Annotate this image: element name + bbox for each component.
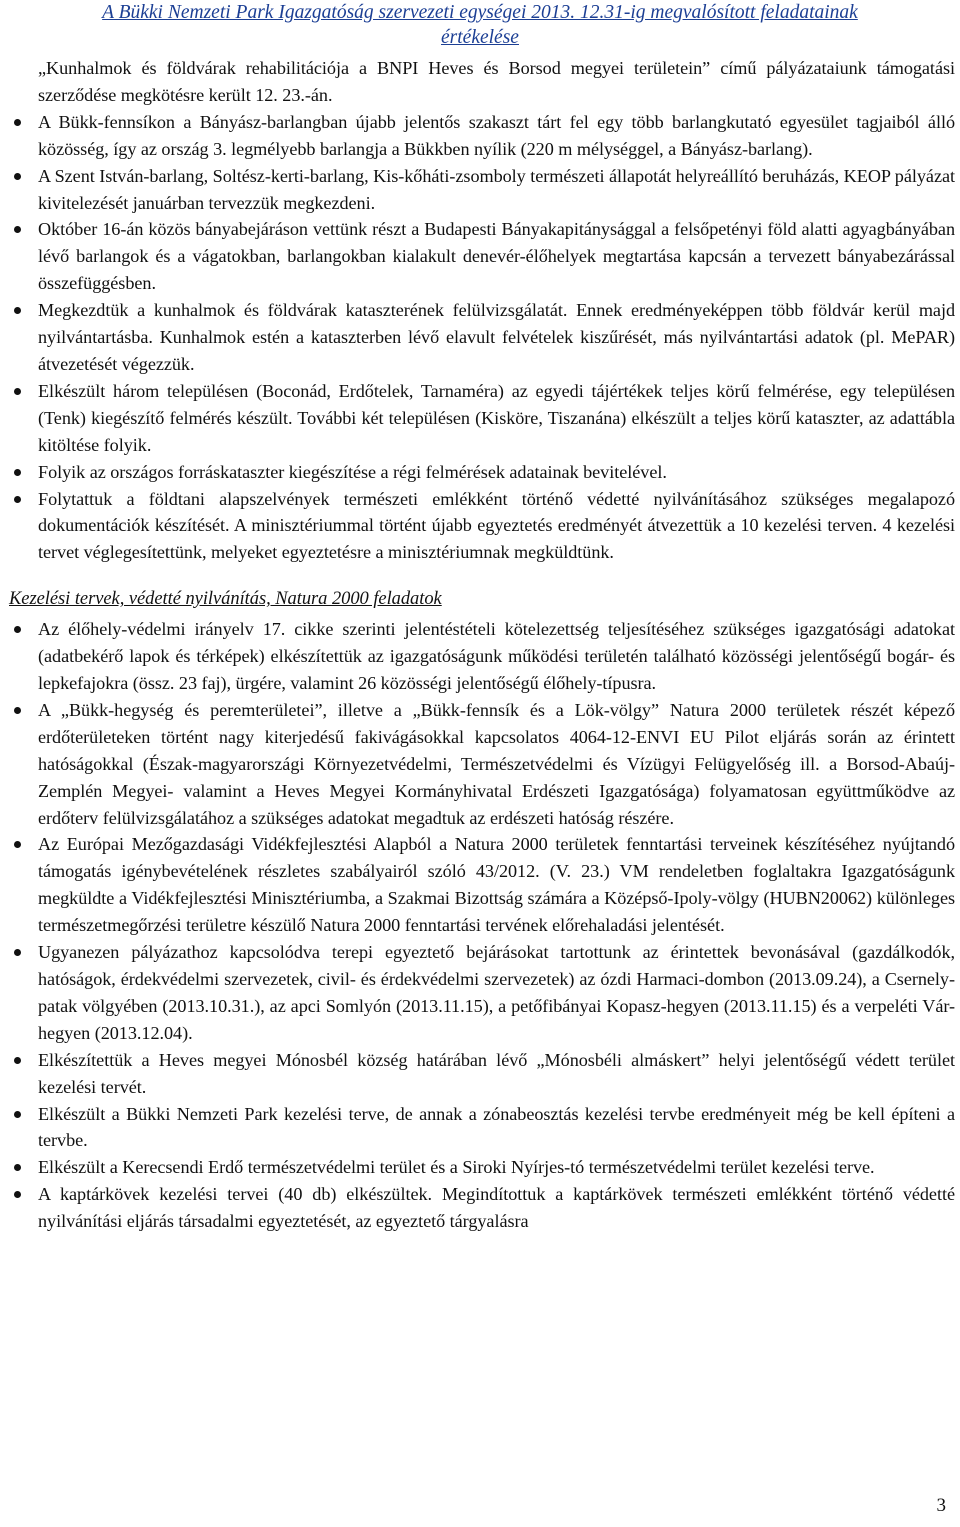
document-body [9, 55, 955, 1235]
list-item: Október 16-án közös bányabejáráson vettünk részt a Budapesti Bányakapitánysággal a felsőpetényi föld alatti agyagbányában lévő barlangok és a vágatokban, barlangokban kialakult denevér-élőhelyek megtartása kapcsán a tervezett bányabezárással összefüggésben. [38, 216, 955, 297]
list-item: Az élőhely-védelmi irányelv 17. cikke szerinti jelentéstételi kötelezettség teljesítéséhez szükséges igazgatósági adatokat (adatbekérő lapok és térképek) elkészítettük az igazgatóságunk működési területén található közösségi jelentőségű bogár- és lepkefajokra (össz. 23 faj), ürgére, valamint 26 közösségi jelentőségű élőhely-típusra. [38, 616, 955, 697]
list-item: Elkészítettük a Heves megyei Mónosbél község határában lévő „Mónosbéli almáskert” helyi jelentőségű védett terület kezelési tervét. [38, 1047, 955, 1101]
list-item: Ugyanezen pályázathoz kapcsolódva terepi egyeztető bejárásokat tartottunk az érintettek bevonásával (gazdálkodók, hatóságok, érdekvédelmi szervezetek, civil- és érdekvédelmi szervezetek) az ózdi Harmaci-dombon (2013.09.24), a Csernely-patak völgyében (2013.10.31.), az apci Somlyón (2013.11.15), a petőfibányai Kopasz-hegyen (2013.11.15) és a verpeléti Vár-hegyen (2013.12.04). [38, 939, 955, 1047]
document-header [0, 0, 960, 50]
list-item: Elkészült három településen (Boconád, Erdőtelek, Tarnaméra) az egyedi tájértékek teljes körű felmérése, egy településen (Tenk) kiegészítő felmérés készült. További két településen (Kisköre, Tiszanána) elkészült a teljes körű kataszter, az adattábla kitöltése folyik. [38, 378, 955, 459]
list-item: A „Bükk-hegység és peremterületei”, illetve a „Bükk-fennsík és a Lök-völgy” Natura 2000 területek részét képező erdőterületeken történt nagy kiterjedésű fakivágásokkal kapcsolatos 4064-12-ENVI EU Pilot eljárás során az érintett hatóságokkal (Észak-magyarországi Környezetvédelmi, Természetvédelmi és Vízügyi Felügyelőség ill. a Borsod-Abaúj-Zemplén Megyei- valamint a Heves Megyei Kormányhivatal Erdészeti Igazgatósága) folyamatosan együttműködve az erdőterv felülvizsgálatához a szükséges adatokat megadtuk az erdészeti hatóság részére. [38, 697, 955, 832]
page-number: 3 [936, 1495, 946, 1516]
list-item: Elkészült a Kerecsendi Erdő természetvédelmi terület és a Siroki Nyírjes-tó természetvédelmi terület kezelési terve. [38, 1154, 955, 1181]
section-heading: Kezelési tervek, védetté nyilvánítás, Natura 2000 feladatok [9, 589, 442, 610]
header-title-line2: értékelése [441, 27, 519, 48]
activity-list [38, 109, 955, 566]
list-item: Elkészült a Bükki Nemzeti Park kezelési terve, de annak a zónabeosztás kezelési tervbe eredményeit még be kell építeni a tervbe. [38, 1101, 955, 1155]
list-item: A kaptárkövek kezelési tervei (40 db) elkészültek. Megindítottuk a kaptárkövek természeti emlékként történő védetté nyilvánítási eljárás társadalmi egyeztetését, az egyeztető tárgyalásra [38, 1181, 955, 1235]
header-title-line1: A Bükki Nemzeti Park Igazgatóság szervezeti egységei 2013. 12.31-ig megvalósított feladatainak [102, 2, 858, 23]
list-item: A Szent István-barlang, Soltész-kerti-barlang, Kis-kőháti-zsomboly természeti állapotát helyreállító beruházás, KEOP pályázat kivitelezését januárban tervezzük megkezdeni. [38, 163, 955, 217]
intro-paragraph: „Kunhalmok és földvárak rehabilitációja a BNPI Heves és Borsod megyei területein” című pályázataiunk támogatási szerződése megkötésre került 12. 23.-án. [38, 58, 955, 105]
list-item: Folytattuk a földtani alapszelvények természeti emlékként történő védetté nyilvánításához szükséges megalapozó dokumentációk készítését. A minisztériummal történt újabb egyeztetés eredményét átvezettük a 10 kezelési terven. 4 kezelési tervet véglegesítettünk, melyeket egyeztetésre a minisztériumnak megküldtünk. [38, 486, 955, 567]
list-item: A Bükk-fennsíkon a Bányász-barlangban újabb jelentős szakaszt tárt fel egy több barlangkutató egyesület tagjaiból álló közösség, így az ország 3. legmélyebb barlangja a Bükkben nyílik (220 m mélységgel, a Bányász-barlang). [38, 109, 955, 163]
list-item: Folyik az országos forráskataszter kiegészítése a régi felmérések adatainak bevitelével. [38, 459, 955, 486]
list-item: Megkezdtük a kunhalmok és földvárak kataszterének felülvizsgálatát. Ennek eredményeképpen több földvár kerül majd nyilvántartásba. Kunhalmok estén a kataszterben lévő elavult felvételek kiszűrését, más nyilvántartási adatok (pl. MePAR) átvezetését végezzük. [38, 297, 955, 378]
list-item: Az Európai Mezőgazdasági Vidékfejlesztési Alapból a Natura 2000 területek fenntartási terveinek készítéséhez nyújtandó támogatás igénybevételének részletes szabályairól szóló 43/2012. (V. 23.) VM rendeletben foglaltakra Igazgatóságunk megküldte a Vidékfejlesztési Minisztériumba, a Szakmai Bizottság számára a Középső-Ipoly-völgy (HUBN20062) különleges természetmegőrzési területre készülő Natura 2000 fenntartási tervének előrehaladási jelentését. [38, 831, 955, 939]
management-plans-list [38, 616, 955, 1235]
